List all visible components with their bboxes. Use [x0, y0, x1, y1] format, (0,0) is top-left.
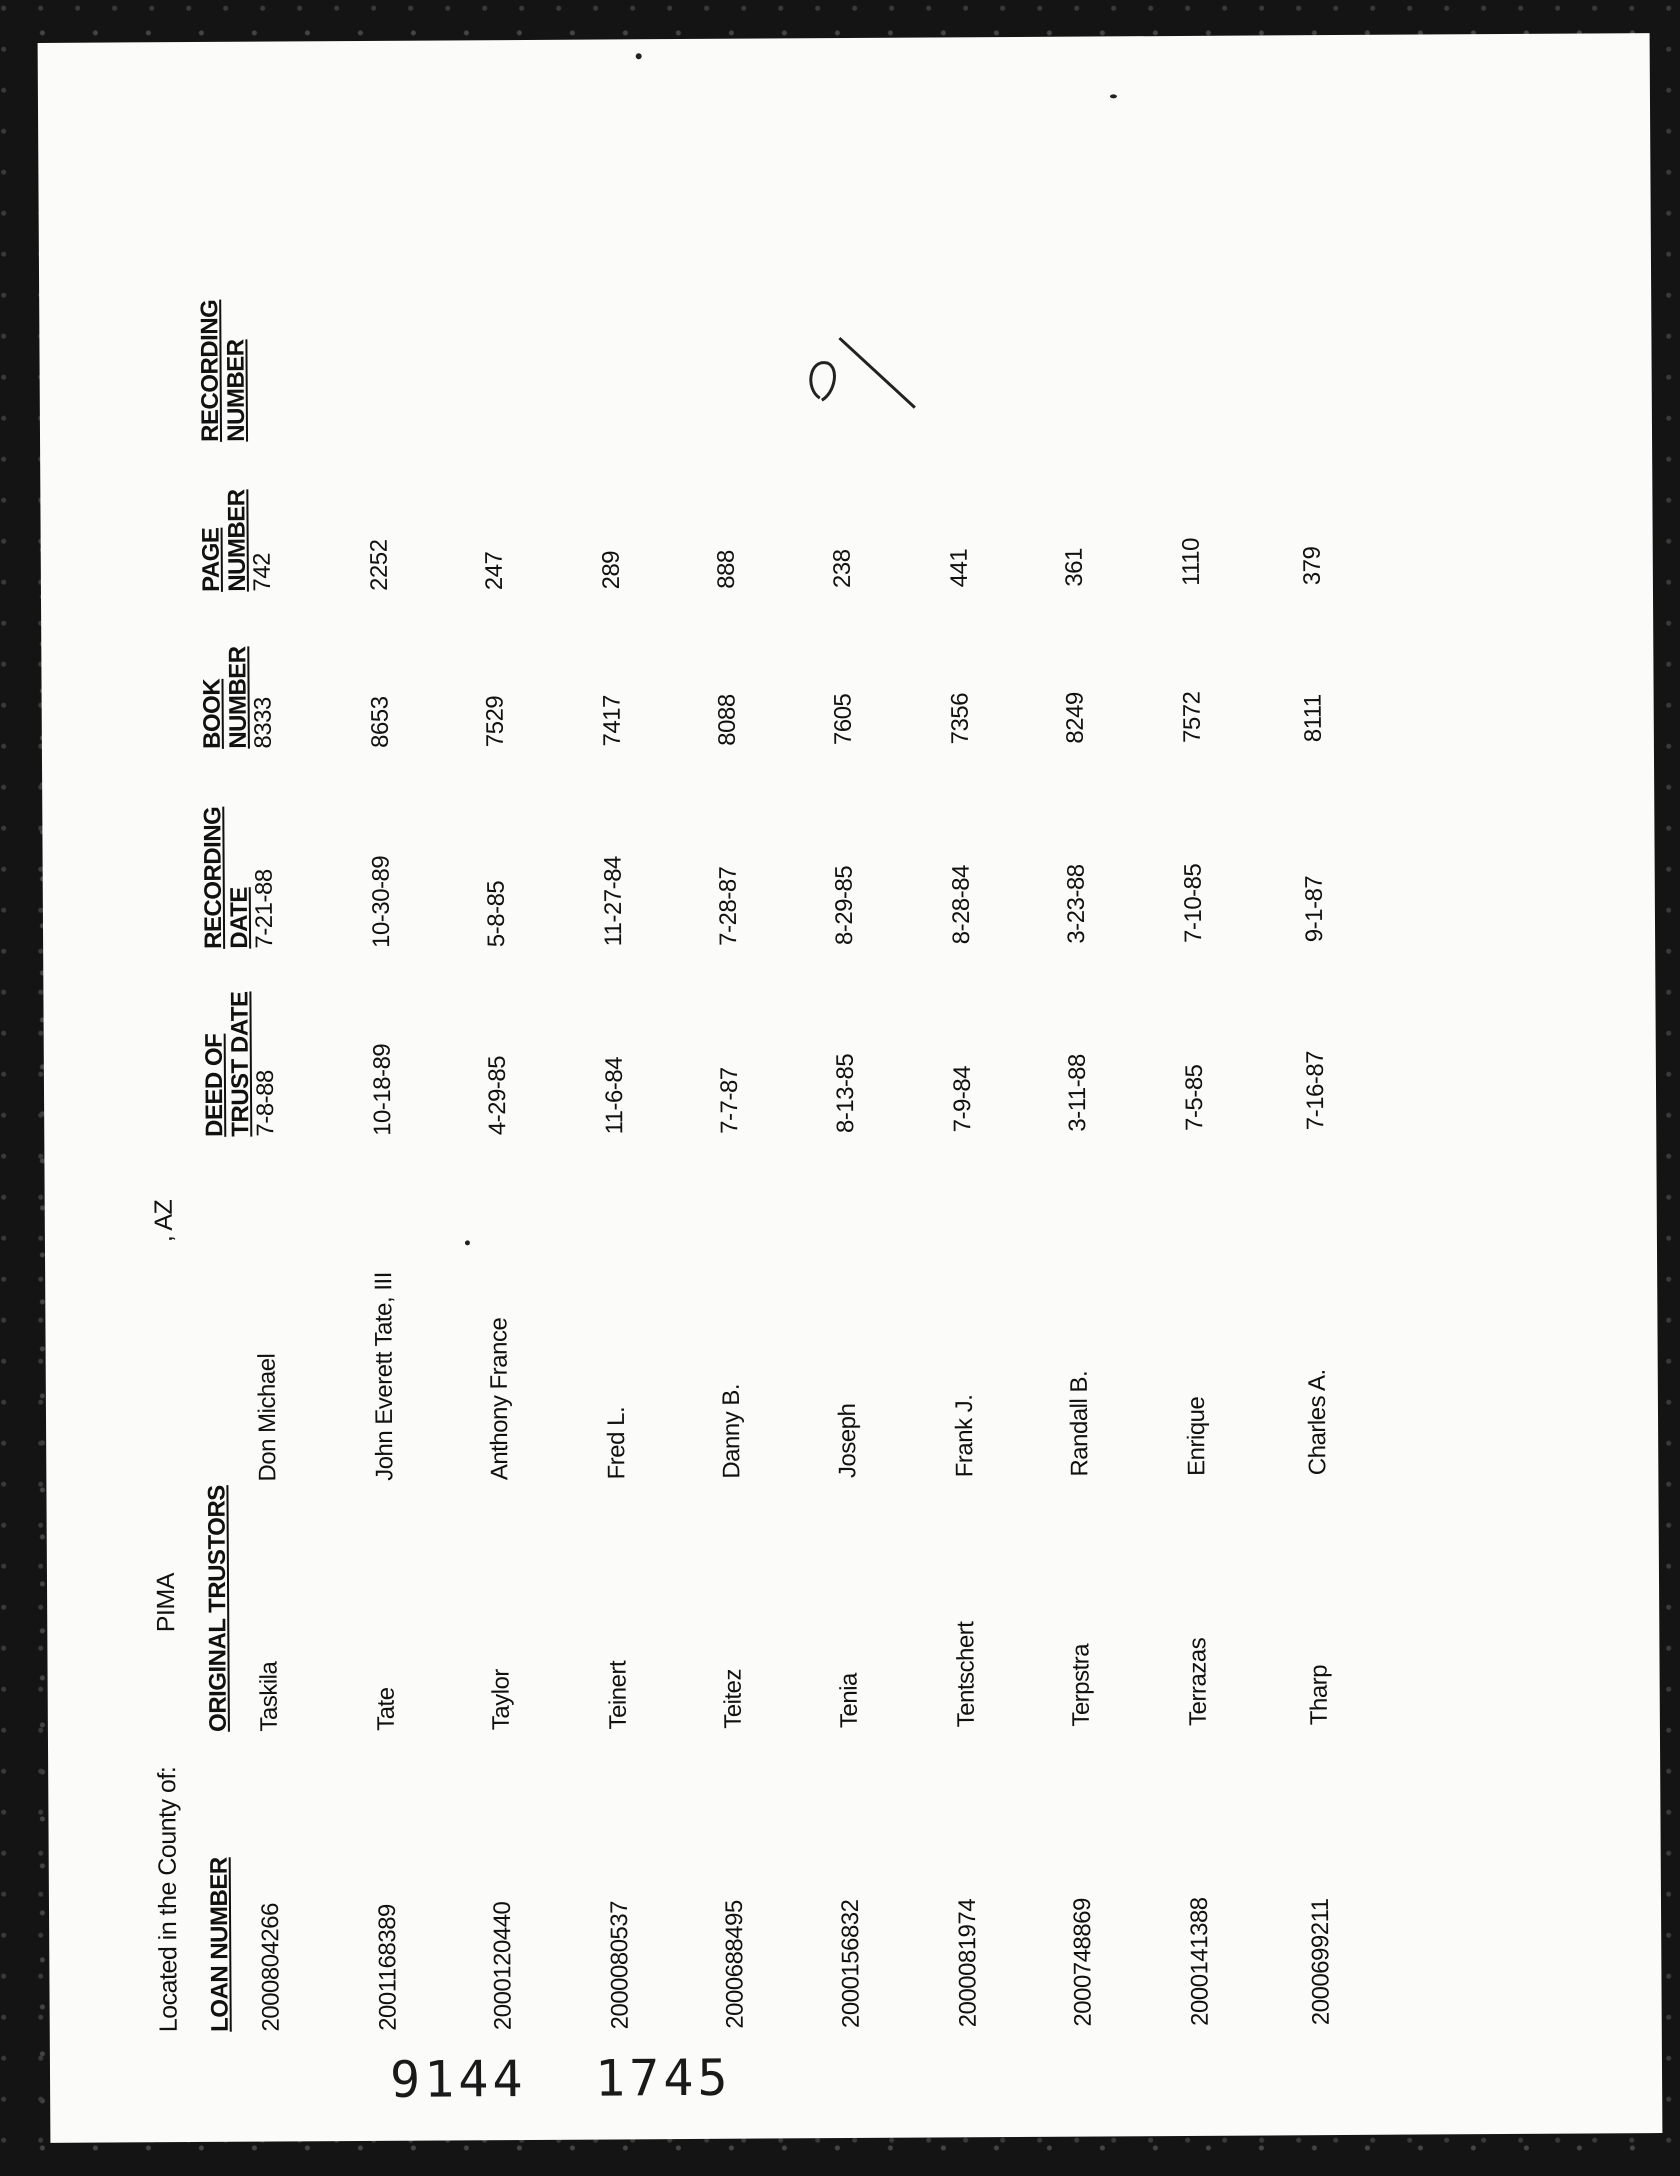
header-page-number: PAGE NUMBER — [197, 489, 251, 592]
state-name: , AZ — [149, 1199, 178, 1243]
deed-of-trust-date: 7-9-84 — [948, 1065, 977, 1133]
book-number: 8333 — [249, 697, 277, 749]
scan-speck — [636, 53, 642, 59]
recording-date: 7-28-87 — [714, 866, 743, 946]
scan-speck — [465, 1240, 470, 1245]
loan-number: 2000081974 — [953, 1898, 982, 2028]
deed-of-trust-date: 8-13-85 — [831, 1053, 860, 1134]
table-row — [1296, 35, 1349, 2135]
county-label: Located in the County of: — [153, 1766, 183, 2033]
deed-of-trust-date: 7-5-85 — [1180, 1064, 1209, 1131]
table-row — [246, 41, 299, 2141]
book-number: 7529 — [481, 695, 509, 748]
book-number: 7417 — [598, 694, 626, 747]
trustor-first-name: Don Michael — [253, 1353, 282, 1482]
trustor-first-name: Enrique — [1182, 1396, 1211, 1476]
trustor-first-name: Frank J. — [950, 1394, 979, 1478]
book-number: 7356 — [946, 692, 974, 745]
deed-of-trust-date: 7-8-88 — [251, 1070, 280, 1137]
trustor-last-name: Tate — [372, 1687, 400, 1731]
deed-of-trust-date: 10-18-89 — [368, 1043, 397, 1136]
loan-number: 2000699211 — [1306, 1898, 1335, 2026]
loan-number: 2000141388 — [1185, 1897, 1214, 2026]
trustor-first-name: John Everett Tate, III — [370, 1272, 399, 1481]
page-number: 289 — [597, 550, 625, 590]
book-number: 8653 — [366, 696, 394, 748]
trustor-last-name: Taskila — [255, 1661, 283, 1732]
recording-date: 7-10-85 — [1179, 863, 1208, 943]
page-number: 742 — [248, 552, 276, 592]
book-number: 8088 — [713, 694, 741, 746]
page-number: 441 — [945, 548, 973, 588]
scan-speck — [1110, 94, 1117, 98]
deed-of-trust-date: 11-6-84 — [600, 1056, 629, 1135]
trustor-first-name: Randall B. — [1065, 1370, 1094, 1477]
trustor-last-name: Terpstra — [1067, 1643, 1095, 1727]
trustor-last-name: Tenia — [835, 1673, 863, 1729]
table-row — [595, 39, 648, 2139]
loan-number: 2001168389 — [373, 1904, 402, 2031]
header-book-number: BOOK NUMBER — [198, 646, 252, 749]
trustor-last-name: Tharp — [1305, 1664, 1333, 1726]
page-number: 247 — [480, 551, 508, 591]
recording-date: 8-28-84 — [947, 865, 976, 945]
trustor-first-name: Anthony France — [485, 1317, 514, 1481]
page-number: 1110 — [1177, 537, 1205, 586]
trustor-last-name: Tentschert — [952, 1621, 980, 1728]
page-number: 2252 — [365, 539, 393, 591]
table-row — [478, 40, 531, 2140]
document-page — [38, 33, 1663, 2143]
page-number: 888 — [712, 550, 740, 589]
trustor-first-name: Joseph — [833, 1403, 862, 1479]
header-loan-number: LOAN NUMBER — [205, 1857, 234, 2032]
recording-date: 3-23-88 — [1062, 864, 1091, 944]
book-number: 7605 — [829, 693, 857, 746]
trustor-first-name: Danny B. — [717, 1383, 746, 1479]
trustor-last-name: Taylor — [487, 1669, 515, 1731]
table-row — [1175, 36, 1228, 2136]
header-recording-date: RECORDING DATE — [199, 806, 254, 949]
page-number: 238 — [828, 549, 856, 589]
table-row — [1058, 36, 1111, 2136]
loan-number: 2000080537 — [605, 1900, 634, 2030]
loan-number: 2000688495 — [720, 1900, 749, 2029]
trustor-first-name: Fred L. — [602, 1406, 631, 1480]
trustor-first-name: Charles A. — [1303, 1369, 1332, 1476]
loan-number: 2000748869 — [1068, 1898, 1097, 2027]
page-number: 361 — [1060, 547, 1088, 587]
handwritten-number-left: 9144 — [389, 2049, 527, 2109]
table-row — [363, 41, 416, 2141]
table-row — [943, 37, 996, 2137]
trustor-last-name: Terrazas — [1184, 1637, 1212, 1726]
trustor-last-name: Teitez — [719, 1668, 747, 1729]
county-line — [149, 1199, 184, 2033]
page-number: 379 — [1298, 546, 1326, 586]
table-row — [710, 39, 763, 2139]
loan-number: 2000120440 — [488, 1901, 517, 2031]
deed-of-trust-date: 4-29-85 — [483, 1055, 512, 1136]
county-name: PIMA — [151, 1572, 181, 1633]
header-recording-number: RECORDING NUMBER — [196, 299, 251, 442]
loan-number: 2000804266 — [256, 1902, 285, 2032]
recording-date: 11-27-84 — [599, 856, 628, 947]
handwritten-number-right: 1745 — [594, 2048, 732, 2108]
recording-date: 7-21-88 — [250, 869, 279, 949]
loan-number: 2000156832 — [836, 1899, 865, 2029]
recording-date: 8-29-85 — [830, 865, 859, 946]
deed-of-trust-date: 7-16-87 — [1301, 1050, 1330, 1131]
recording-date: 5-8-85 — [482, 880, 511, 948]
deed-of-trust-date: 7-7-87 — [715, 1067, 744, 1134]
recording-date: 9-1-87 — [1300, 875, 1329, 943]
book-number: 8111 — [1299, 694, 1327, 743]
deed-of-trust-date: 3-11-88 — [1063, 1054, 1092, 1132]
recording-date: 10-30-89 — [367, 855, 396, 948]
book-number: 8249 — [1061, 692, 1089, 744]
book-number: 7572 — [1178, 691, 1206, 743]
trustor-last-name: Teinert — [604, 1660, 632, 1730]
header-deed-of-trust-date: DEED OF TRUST DATE — [200, 991, 255, 1137]
handwritten-check-mark — [799, 328, 920, 439]
header-original-trustors: ORIGINAL TRUSTORS — [203, 1485, 232, 1732]
